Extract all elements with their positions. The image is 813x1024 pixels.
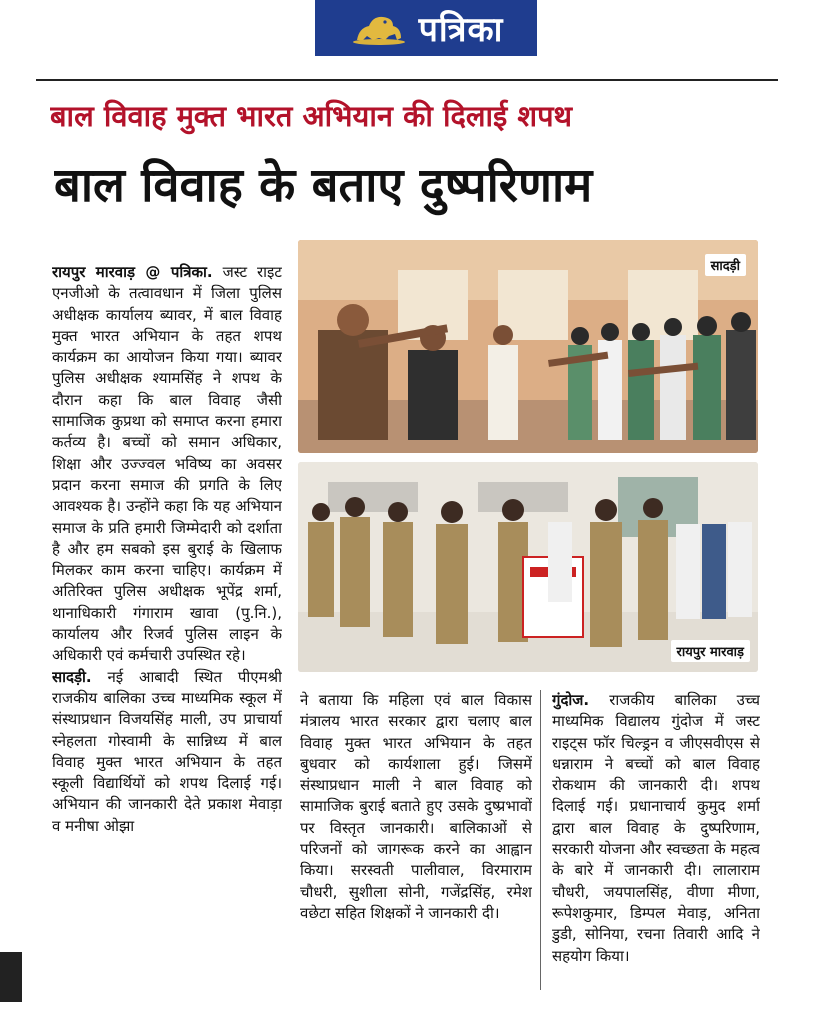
paragraph-1 [52, 262, 282, 667]
top-rule [36, 79, 778, 81]
page-edge-mark [0, 952, 22, 1002]
paragraph-4 [552, 690, 760, 967]
masthead [315, 0, 537, 56]
paragraph-2 [52, 667, 282, 837]
column-divider [540, 690, 541, 990]
article-column-1 [52, 262, 282, 1004]
main-headline: बाल विवाह के बताए दुष्परिणाम [54, 158, 593, 213]
photo-raipur-oath [298, 462, 758, 672]
paragraph-1-text: जस्ट राइट एनजीओ के तत्वावधान में जिला पुलिस अधीक्षक कार्यालय ब्यावर, में बाल विवाह मुक्त भारत अभियान के तहत शपथ कार्यक्रम का आयोजन किया गया। ब्यावर पुलिस अधीक्षक श्यामसिंह ने शपथ के दौरान कहा कि बाल विवाह जैसी सामाजिक कुप्रथा को समाप्त करना हमारा कर्तव्य है। बच्चों को समान अधिकार, शिक्षा और उज्ज्वल भविष्य का अवसर प्रदान करना समाज की प्रगति के लिए आवश्यक है। उन्होंने कहा कि यह अभियान समाज के प्रति हमारी जिम्मेदारी को दर्शाता है और हम सबको इस बुराई के खिलाफ मिलकर काम करना चाहिए। कार्यक्रम में अतिरिक्त पुलिस अधीक्षक भूपेंद्र शर्मा, थानाधिकारी गंगाराम खावा (पु.नि.), कार्यालय और रिजर्व पुलिस लाइन के अधिकारी एवं कर्मचारी उपस्थित रहे। [52, 263, 282, 665]
article-column-3 [552, 690, 760, 990]
paragraph-3: ने बताया कि महिला एवं बाल विकास मंत्रालय भारत सरकार द्वारा चलाए बाल विवाह मुक्त भारत अभियान के तहत बुधवार को कार्यशाला हुई। जिसमें संस्थाप्रधान माली ने बाल विवाह को सामाजिक बुराई बताते हुए उसके दुष्प्रभावों पर विस्तृत जानकारी। बालिकाओं से परिजनों को जागरूक करने का आह्वान किया। सरस्वती पालीवाल, विरमाराम चौधरी, सुशीला सोनी, गजेंद्रसिंह, रमेश वछेटा सहित शिक्षकों ने जानकारी दी। [300, 691, 532, 922]
paragraph-2-text: नई आबादी स्थित पीएमश्री राजकीय बालिका उच्च माध्यमिक स्कूल में संस्थाप्रधान विजयसिंह माली, उप प्राचार्या स्नेहलता गोस्वामी के सान्निध्य में बाल विवाह मुक्त भारत अभियान के तहत स्कूली विद्यार्थियों को शपथ दिलाई गई। अभियान की जानकारी देते प्रकाश मेवाड़ा व मनीषा ओझा [52, 667, 282, 835]
photo-2-caption: रायपुर मारवाड़ [671, 640, 750, 662]
kicker-headline: बाल विवाह मुक्त भारत अभियान की दिलाई शपथ [50, 99, 573, 133]
paragraph-4-lead: गुंदोज. [552, 691, 590, 709]
dateline: रायपुर मारवाड़ @ पत्रिका. [52, 263, 213, 281]
lion-icon [349, 8, 409, 48]
paragraph-4-text: राजकीय बालिका उच्च माध्यमिक विद्यालय गुंदोज में जस्ट राइट्स फॉर चिल्ड्रन व जीएसवीएस से धन्नाराम ने बच्चों को बाल विवाह रोकथाम की जानकारी दी। शपथ दिलाई गई। प्रधानाचार्य कुमुद शर्मा द्वारा बाल विवाह के दुष्परिणाम, सरकारी योजना और स्वच्छता के महत्व के बारे में जानकारी दी। लालाराम चौधरी, जयपालसिंह, वीणा मीणा, रूपेशकुमार, डिम्पल मेवाड़, अनिता डुडी, सोनिया, रचना तिवारी आदि ने सहयोग किया। [552, 691, 760, 965]
photo-1-caption: सादड़ी [705, 254, 746, 276]
masthead-title: पत्रिका [418, 10, 504, 50]
photo-sadri-oath [298, 240, 758, 453]
article-column-2 [300, 690, 532, 990]
paragraph-2-lead: सादड़ी. [52, 667, 92, 686]
